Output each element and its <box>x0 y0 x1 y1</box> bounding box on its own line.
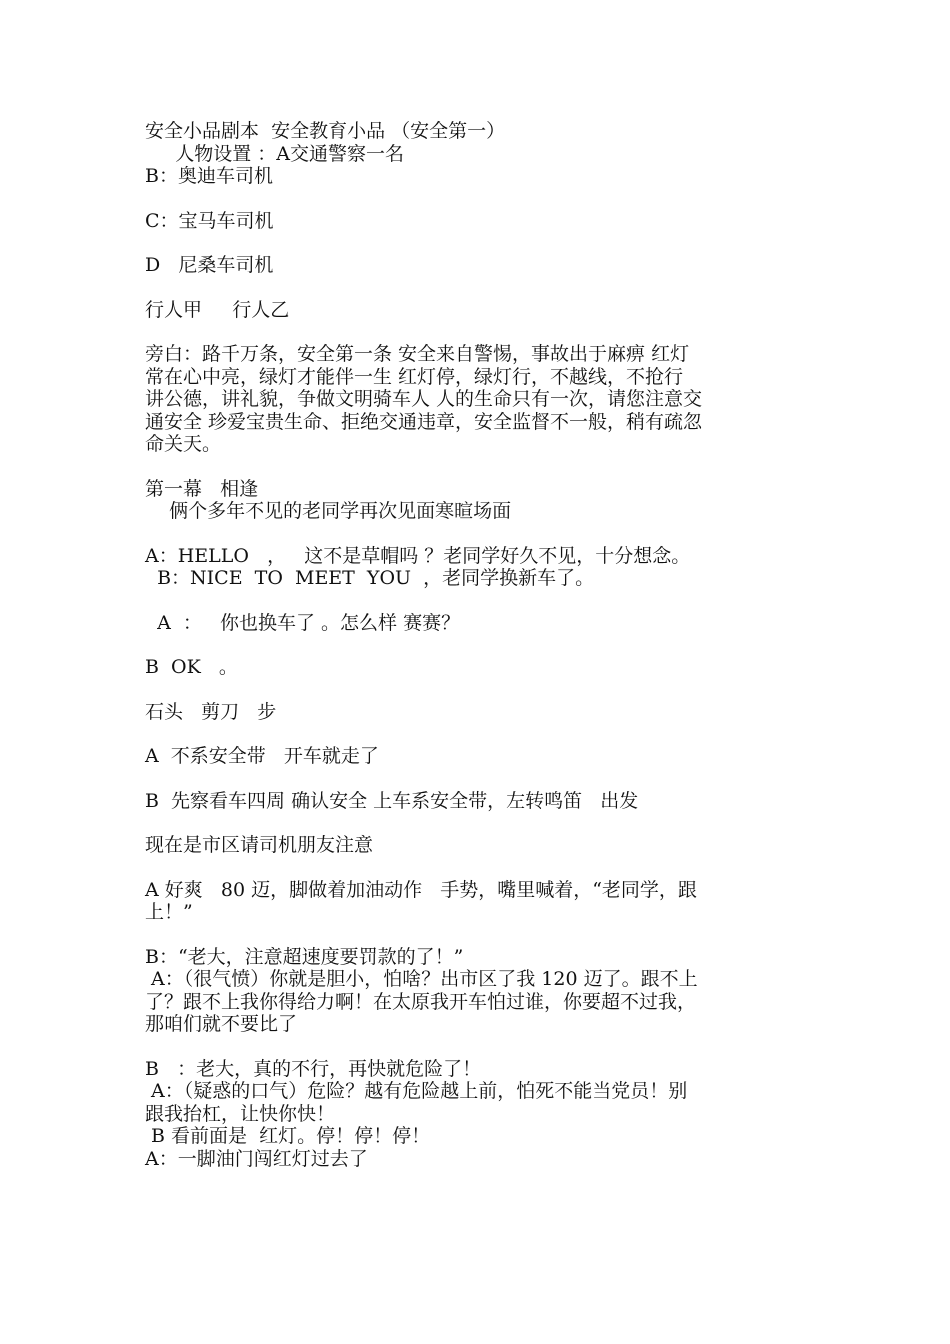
document-page <box>145 120 825 1170</box>
pedestrians: 行人甲 行人乙 <box>145 298 290 321</box>
dialogue-line: 那咱们就不要比了 <box>145 1013 298 1035</box>
dialogue-line: A 不系安全带 开车就走了 <box>145 745 379 767</box>
narration-line: 通安全 珍爱宝贵生命、拒绝交通违章，安全监督不一般，稍有疏忽 <box>145 410 703 433</box>
dialogue-line: 石头 剪刀 步 <box>145 700 277 723</box>
dialogue-line: B：NICE TO MEET YOU ，老同学换新车了。 <box>145 567 595 589</box>
narration-line: 旁白：路千万条，安全第一条 安全来自警惕，事故出于麻痹 红灯 <box>145 343 690 365</box>
dialogue-line: B 看前面是 红灯。停！停！停！ <box>145 1125 431 1147</box>
dialogue-line: A：一脚油门闯红灯过去了 <box>145 1147 368 1170</box>
script-title: 安全小品剧本 安全教育小品 （安全第一） <box>145 120 506 142</box>
character-setting: 人物设置 ：A交通警察一名 <box>145 142 404 165</box>
dialogue-line: 跟我抬杠，让快你快！ <box>145 1102 336 1125</box>
dialogue-line: B：“老大，注意超速度要罚款的了！” <box>145 945 464 968</box>
character-b: B：奥迪车司机 <box>145 165 273 187</box>
dialogue-line: B OK 。 <box>145 656 238 678</box>
dialogue-line: B 先察看车四周 确认安全 上车系安全带，左转鸣笛 出发 <box>145 789 639 812</box>
dialogue-line: A ： 你也换车了 。怎么样 赛赛？ <box>145 611 461 634</box>
narration-line: 命关天。 <box>145 433 222 455</box>
act-one-heading: 第一幕 相逢 <box>145 477 259 500</box>
character-c: C：宝马车司机 <box>145 209 274 232</box>
scene-description: 俩个多年不见的老同学再次见面寒暄场面 <box>145 500 512 522</box>
character-d: D 尼桑车司机 <box>145 254 274 276</box>
dialogue-line: A：（疑惑的口气）危险？越有危险越上前，怕死不能当党员！别 <box>145 1080 688 1102</box>
dialogue-line: 了？跟不上我你得给力啊！在太原我开车怕过谁，你要超不过我， <box>145 990 697 1013</box>
narration-line: 常在心中亮，绿灯才能伴一生 红灯停，绿灯行，不越线，不抢行 <box>145 365 684 388</box>
dialogue-line: A 好爽 80 迈，脚做着加油动作 手势，嘴里喊着，“老同学，跟 <box>145 878 697 901</box>
dialogue-line: B ：老大，真的不行，再快就危险了！ <box>145 1057 482 1080</box>
dialogue-line: 现在是市区请司机朋友注意 <box>145 834 374 856</box>
dialogue-line: A：（很气愤）你就是胆小，怕啥？出市区了我 120 迈了。跟不上 <box>145 968 698 990</box>
narration-line: 讲公德，讲礼貌，争做文明骑车人 人的生命只有一次，请您注意交 <box>145 388 703 410</box>
dialogue-line: A：HELLO ， 这不是草帽吗 ？老同学好久不见，十分想念。 <box>145 544 691 567</box>
dialogue-line: 上！” <box>145 901 193 923</box>
